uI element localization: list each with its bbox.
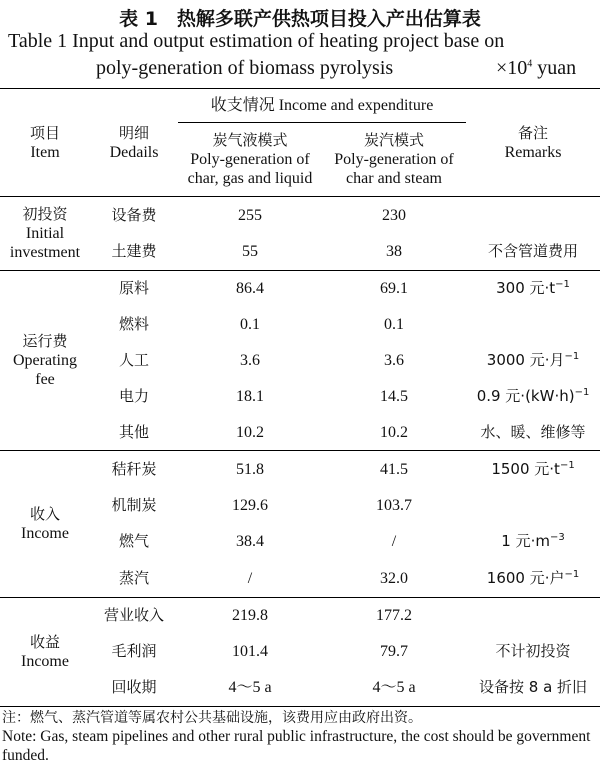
- group-profit: 收益 Income: [0, 598, 90, 707]
- table-unit: $\times 10^4$ yuan: [496, 57, 577, 79]
- table-row: [0, 307, 600, 343]
- cell-remark: 水、暖、维修等: [466, 415, 600, 451]
- cell-detail: 其他: [90, 415, 178, 451]
- cell-v2: /: [391, 533, 397, 550]
- cell-remark: [466, 197, 600, 234]
- cell-v1: 255: [238, 206, 262, 224]
- table-row: [0, 634, 600, 670]
- cell-remark: [466, 307, 600, 343]
- cell-remark: 0.9 元$\cdot(kW\cdot h)^{-1}$: [476, 387, 590, 405]
- table-row: [0, 524, 600, 560]
- cell-remark: 1600 元·户$^{-1}$: [466, 560, 600, 598]
- table-title-en-cont: poly-generation of biomass pyrolysis: [96, 57, 394, 79]
- cell-detail: 设备费: [111, 205, 157, 224]
- cell-remark: 3000 元·月$^{-1}$: [486, 351, 580, 369]
- cell-v1: 55: [178, 234, 322, 271]
- cell-remark: 300 元$\cdot t^{-1}$: [496, 279, 570, 298]
- table-row: [0, 343, 600, 379]
- cell-v1: 0.1: [240, 316, 260, 333]
- cell-v1: 38.4: [236, 533, 264, 550]
- table-row: [0, 234, 600, 271]
- cell-v2: 38: [322, 234, 466, 271]
- cell-v1: /: [178, 560, 322, 598]
- cell-v2: 69.1: [380, 280, 408, 298]
- cell-detail: 营业收入: [103, 606, 164, 625]
- group-investment: 初投资 Initial investment: [0, 197, 90, 271]
- cell-v1: 219.8: [232, 607, 268, 625]
- cell-v1: 18.1: [236, 388, 264, 405]
- table-row: [0, 560, 600, 598]
- cell-remark: [466, 598, 600, 634]
- cell-remark: 1 元$\cdot m^{-3}$: [501, 532, 565, 550]
- cell-v1: 101.4: [232, 643, 268, 660]
- cell-detail: 机制炭: [111, 496, 157, 514]
- table-row: [0, 488, 600, 524]
- estimation-table: [0, 88, 600, 707]
- cell-v1: 86.4: [236, 280, 264, 298]
- cell-v2: 103.7: [376, 497, 412, 514]
- cell-v1: 129.6: [232, 497, 268, 514]
- table-title-cn: 表 1 热解多联产供热项目投入产出估算表: [119, 8, 481, 30]
- cell-detail: 蒸汽: [90, 560, 178, 598]
- header-remarks: 备注 Remarks: [466, 89, 600, 197]
- table-row: [0, 271, 600, 307]
- cell-detail: 人工: [118, 351, 149, 369]
- table-row: [0, 670, 600, 707]
- table-row: [0, 415, 600, 451]
- cell-remark: 不计初投资: [495, 642, 571, 660]
- group-income: 收入 Income: [0, 451, 90, 598]
- cell-v2: 14.5: [380, 388, 408, 405]
- table-title-en-line2: [96, 57, 596, 80]
- cell-detail: 燃气: [118, 532, 149, 550]
- header-mode-2: 炭汽模式 Poly-generation of char and steam: [322, 123, 466, 197]
- table-note-cn: 注：燃气、蒸汽管道等属农村公共基础设施，该费用应由政府出资。: [2, 710, 422, 726]
- cell-detail: 电力: [118, 387, 149, 405]
- cell-detail: 原料: [118, 279, 149, 298]
- header-income-expenditure: 收支情况 Income and expenditure: [178, 89, 466, 123]
- cell-v2: 230: [382, 206, 406, 224]
- cell-detail: 秸秆炭: [111, 459, 157, 478]
- cell-v2: 3.6: [384, 352, 404, 369]
- table-row: [0, 451, 600, 488]
- cell-v2: 41.5: [380, 460, 408, 478]
- cell-v2: 0.1: [384, 316, 404, 333]
- table-title-en: Table 1 Input and output estimation of heating project base on: [8, 30, 505, 52]
- table-note-en: Note: Gas, steam pipelines and other rural public infrastructure, the cost should be government funded.: [2, 728, 591, 764]
- group-operating: 运行费 Operating fee: [0, 271, 90, 451]
- cell-v1: 4～5 a: [178, 670, 322, 707]
- table-row: [0, 379, 600, 415]
- header-mode-1: 炭气液模式 Poly-generation of char, gas and liquid: [178, 123, 322, 197]
- cell-v1: 51.8: [236, 460, 264, 478]
- header-detail: 明细 Dedails: [90, 89, 178, 197]
- cell-remark: 1500 元$\cdot t^{-1}$: [491, 459, 575, 478]
- cell-remark: 不含管道费用: [466, 234, 600, 271]
- table-row: [0, 598, 600, 634]
- cell-v2: 4～5 a: [322, 670, 466, 707]
- cell-v2: 32.0: [322, 560, 466, 598]
- cell-v1: 10.2: [178, 415, 322, 451]
- cell-v1: 3.6: [240, 352, 260, 369]
- cell-v2: 79.7: [380, 643, 408, 660]
- table-row: [0, 197, 600, 234]
- header-item: 项目 Item: [0, 89, 90, 197]
- cell-remark: 设备按 8 a 折旧: [466, 670, 600, 707]
- cell-remark: [466, 488, 600, 524]
- cell-detail: 毛利润: [111, 642, 157, 660]
- cell-detail: 土建费: [90, 234, 178, 271]
- cell-detail: 燃料: [118, 315, 149, 333]
- cell-v2: 10.2: [322, 415, 466, 451]
- cell-detail: 回收期: [90, 670, 178, 707]
- cell-v2: 177.2: [376, 607, 412, 625]
